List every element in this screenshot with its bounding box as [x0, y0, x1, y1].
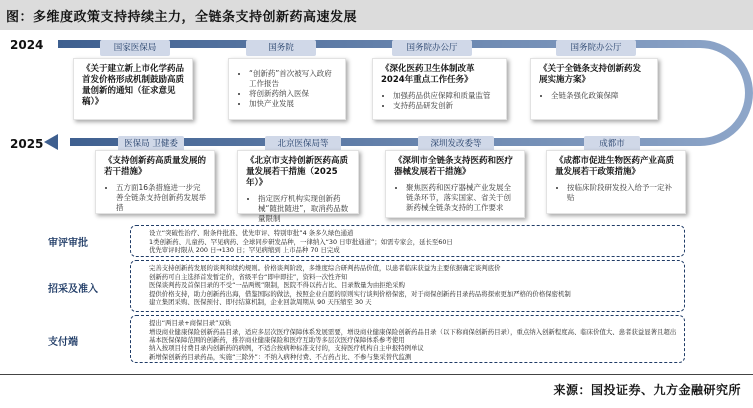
top-item-bullet: • 支持药品研发创新 [393, 101, 498, 111]
policy-label-procurement: 招采及准入 [48, 284, 98, 295]
policy-bullet: • 提出“两目录+商保目录”双轨 [149, 319, 678, 328]
page-title: 图：多维度政策支持持续主力，全链条支持创新药高速发展 [6, 10, 358, 25]
policy-bullet: • 纳入按项目付费目录内创新药的病例，不适合按病种标准支付的，支持医疗机构自主申报特例单议 [149, 344, 678, 353]
bottom-item-card [95, 150, 215, 214]
bottom-item-title: 《深圳市全链条支持医药和医疗器械发展若干措施》 [394, 156, 514, 177]
bottom-item-issuer: 北京医保局等 [265, 136, 341, 152]
top-item-bullet: • 加快产业发展 [249, 99, 337, 109]
policy-bullet: • 完善支持创新药发展的谈判和续约规则。价格谈判阶段，多维度综合研判药品价值，以患者临床获益为主要依据确定谈判底价 [149, 264, 678, 273]
year-start: 2024 [10, 38, 44, 52]
policy-bullet: • 1类创新药、儿童药、罕见病药、全球同步研发品种，一律纳入“30 日审批通道”；如需专家会，延长至60日 [149, 238, 678, 247]
bottom-item-title: 《成都市促进生物医药产业高质量发展若干政策措施》 [555, 156, 675, 177]
top-item-title: 《深化医药卫生体制改革2024年重点工作任务》 [381, 64, 475, 85]
top-item-title: 《关于全链条支持创新药发展实施方案》 [539, 64, 642, 85]
top-item-card [530, 58, 658, 120]
bottom-item-card [237, 150, 359, 223]
policy-box-procurement [130, 260, 685, 312]
policy-bullet: • 设立“突破性治疗、附条件批准、优先审评、特别审批”4 条多久绿色通道 [149, 229, 678, 238]
top-item-issuer: 国务院办公厅 [556, 40, 636, 56]
bottom-item-card [385, 150, 525, 218]
source-note: 来源：国投证券、九方金融研究所 [553, 383, 741, 397]
policy-label-review: 审评审批 [48, 238, 88, 249]
top-item-bullet: • 加强药品供应保障和质量监管 [393, 91, 498, 101]
year-end: 2025 [10, 137, 44, 151]
top-item-card [73, 58, 193, 120]
top-item-bullet: • “创新药”首次被写入政府工作报告 [249, 69, 337, 89]
bottom-item-card [546, 150, 686, 214]
policy-bullet: • 建立集团采购、医保预付、即付结算机制，企业回款周期从 90 天压缩至 30 天 [149, 298, 678, 307]
top-item-bullet: • 全链条强化政策保障 [551, 91, 649, 101]
policy-bullet: • 医保谈判药及首保目录的不受“一品两规”限制，医院不得以药占比、目录数量为由拒绝采购 [149, 281, 678, 290]
policy-box-payment [130, 315, 685, 363]
bottom-item-bullet: • 五方面16条措施进一步完善全链条支持创新药发展举措 [116, 183, 206, 213]
policy-bullet: • 提供价格支持，助力创新药出海，借鉴国际的做法，按照企业自愿的原则实行谈判价格保密，对于商保创新药目录药品将探索更加严格的价格保密机制 [149, 290, 678, 299]
bottom-item-bullet: • 按临床阶段研发投入给予一定补贴 [567, 183, 677, 203]
bottom-item-bullet: • 聚焦医药和医疗器械产业发展全链条环节，落实国家、省关于创新药械全链条支持的工作要求 [406, 183, 516, 213]
top-item-card [372, 58, 507, 120]
top-item-bullet: • 将创新药纳入医保 [249, 89, 337, 99]
top-item-issuer: 国务院办公厅 [392, 40, 472, 56]
bottom-item-issuer: 深圳发改委等 [418, 136, 494, 152]
bottom-item-title: 《北京市支持创新医药高质量发展若干措施（2025年）》 [246, 156, 349, 188]
policy-box-review [130, 225, 685, 257]
footer-divider [0, 374, 753, 375]
bottom-item-issuer: 成都市 [584, 136, 640, 152]
bottom-item-bullet: • 指定医疗机构实现创新药械“随批随进”，取消药品数量限制 [258, 194, 350, 224]
top-item-issuer: 国家医保局 [100, 40, 170, 56]
policy-bullet: • 增设商业健康保险创新药品目录，适应多层次医疗保障体系发展需要，增设商业健康保险创新药品目录（以下称商保创新药目录），重点纳入创新程度高、临床价值大、患者获益显著且超出基本医保保障范围的创新药，推荐商业健康保险和医疗互助等多层次医疗保障体系参考使用 [149, 328, 678, 344]
bottom-item-title: 《支持创新药高质量发展的若干措施》 [104, 156, 207, 177]
policy-bullet: • 优先审评时限从 200 日→130 日；罕见病缩到 上市品种 70 日完成 [149, 246, 678, 255]
top-item-issuer: 国务院 [246, 40, 316, 56]
top-item-title: 《关于建立新上市化学药品首发价格形成机制鼓励高质量创新的通知（征求意见稿）》 [82, 64, 185, 107]
top-item-card [228, 58, 346, 120]
policy-bullet: • 新增保创新药目录药品，实施“三除外”：不纳入病种付费、不占药占比、不参与集采替代监测 [149, 353, 678, 362]
bottom-item-issuer: 医保局 卫健委 [118, 136, 184, 152]
policy-bullet: • 创新药可自主选择首发暂定价，省级平台“即申即挂”，资料一次性齐知 [149, 273, 678, 282]
policy-label-payment: 支付端 [48, 337, 78, 348]
title-bar [0, 0, 753, 30]
